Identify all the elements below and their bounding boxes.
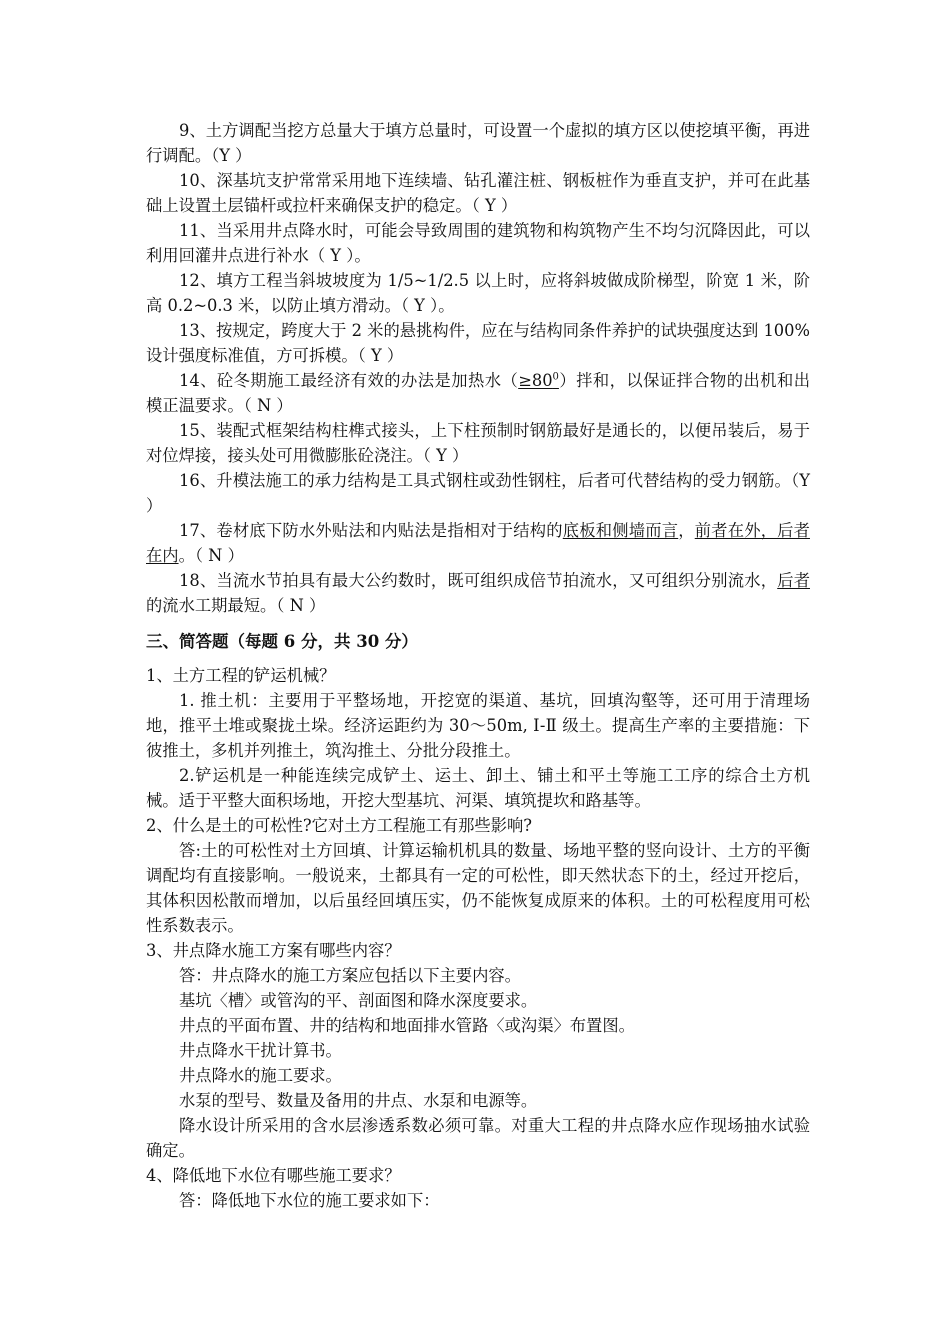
tf-item-17-text-a: 17、卷材底下防水外贴法和内贴法是指相对于结构的	[179, 521, 563, 540]
tf-item-14-temp: ≥80	[518, 371, 553, 390]
tf-item-14-underlined	[518, 371, 559, 390]
question-2-answer: 答:土的可松性对土方回填、计算运输机机具的数量、场地平整的竖向设计、土方的平衡调配均有直接影响。一般说来，土都具有一定的可松性，即天然状态下的土，经过开挖后，其体积因松散而增加，以后虽经回填压实，仍不能恢复成原来的体积。土的可松程度用可松性系数表示。	[146, 841, 810, 935]
question-1-scraper: 2.铲运机是一种能连续完成铲土、运土、卸土、铺土和平土等施工工序的综合土方机械。适于平整大面积场地，开挖大型基坑、河渠、填筑提坎和路基等。	[146, 766, 810, 810]
tf-item-18-text-b: 的流水工期最短。（ N ）	[146, 596, 326, 615]
question-3-title: 3、井点降水施工方案有哪些内容？	[146, 941, 401, 960]
tf-item-17-underline-1: 底板和侧墙而言	[562, 521, 679, 540]
tf-item-9-text: 9、土方调配当挖方总量大于填方总量时，可设置一个虚拟的填方区以使挖填平衡，再进行调配。（Y ）	[146, 121, 810, 165]
tf-item-13	[146, 318, 810, 368]
tf-item-10	[146, 168, 810, 218]
tf-item-15-text: 15、装配式框架结构柱榫式接头，上下柱预制时钢筋最好是通长的，以便吊装后，易于对位焊接，接头处可用微膨胀砼浇注。（ Y ）	[146, 421, 810, 465]
tf-item-17-text-c: 。（ N ）	[178, 546, 244, 565]
tf-item-11-text: 11、当采用井点降水时，可能会导致周围的建筑物和构筑物产生不均匀沉降因此，可以利用回灌井点进行补水（ Y ）。	[146, 221, 810, 265]
tf-item-12	[146, 268, 810, 318]
tf-item-14	[146, 368, 810, 418]
tf-item-11	[146, 218, 810, 268]
question-1-title: 1、土方工程的铲运机械？	[146, 666, 336, 685]
question-3-answer-intro: 答：井点降水的施工方案应包括以下主要内容。	[179, 966, 521, 985]
tf-item-16	[146, 468, 810, 518]
question-4-title: 4、降低地下水位有哪些施工要求？	[146, 1166, 401, 1185]
tf-item-17	[146, 518, 810, 568]
tf-item-14-text-a: 14、砼冬期施工最经济有效的办法是加热水（	[179, 371, 519, 390]
tf-item-14-text-b: ）拌和，以保证拌合物的出机和出模正温要求。（ N ）	[146, 371, 810, 415]
tf-item-18-underline: 后者	[777, 571, 810, 590]
section-3-heading: 三、简答题（每题 6 分，共 30 分）	[146, 632, 418, 651]
tf-item-17-underline-2: 前者在外，后者在内	[146, 521, 810, 565]
tf-item-16-text: 16、升模法施工的承力结构是工具式钢柱或劲性钢柱，后者可代替结构的受力钢筋。（Y ）	[146, 471, 810, 515]
tf-item-10-text: 10、深基坑支护常常采用地下连续墙、钻孔灌注桩、钢板桩作为垂直支护，并可在此基础上设置土层锚杆或拉杆来确保支护的稳定。（ Y ）	[146, 171, 810, 215]
tf-item-18-text-a: 18、当流水节拍具有最大公约数时，既可组织成倍节拍流水，又可组织分别流水，	[179, 571, 778, 590]
question-3-item-3: 井点降水干扰计算书。	[179, 1041, 342, 1060]
question-3-item-4: 井点降水的施工要求。	[179, 1066, 342, 1085]
tf-item-17-text-b: ，	[678, 521, 695, 540]
question-1-bulldozer: 1. 推土机：主要用于平整场地，开挖宽的渠道、基坑，回填沟壑等，还可用于清理场地，推平土堆或聚拢土垛。经济运距约为 30～50m, Ⅰ-Ⅱ 级土。提高生产率的主要措施：下彼推土，多机并列推土，筑沟推土、分批分段推土。	[146, 691, 810, 760]
question-2-title: 2、什么是土的可松性?它对土方工程施工有那些影响?	[146, 816, 533, 835]
question-3-item-6: 降水设计所采用的含水层渗透系数必须可靠。对重大工程的井点降水应作现场抽水试验确定。	[146, 1116, 810, 1160]
question-3-item-5: 水泵的型号、数量及备用的井点、水泵和电源等。	[179, 1091, 538, 1110]
tf-item-14-superscript: 0	[552, 371, 559, 383]
question-3-item-1: 基坑〈槽〉或管沟的平、剖面图和降水深度要求。	[179, 991, 538, 1010]
tf-item-13-text: 13、按规定，跨度大于 2 米的悬挑构件，应在与结构同条件养护的试块强度达到 100%设计强度标准值，方可拆模。（ Y ）	[146, 321, 810, 365]
document-page	[146, 118, 810, 1213]
tf-item-12-text: 12、填方工程当斜坡坡度为 1/5~1/2.5 以上时，应将斜坡做成阶梯型，阶宽 1 米，阶高 0.2~0.3 米，以防止填方滑动。（ Y ）。	[146, 271, 810, 315]
question-3-item-2: 井点的平面布置、井的结构和地面排水管路〈或沟渠〉布置图。	[179, 1016, 635, 1035]
tf-item-15	[146, 418, 810, 468]
tf-item-9	[146, 118, 810, 168]
tf-item-18	[146, 568, 810, 618]
question-4-answer-intro: 答：降低地下水位的施工要求如下：	[179, 1191, 440, 1210]
